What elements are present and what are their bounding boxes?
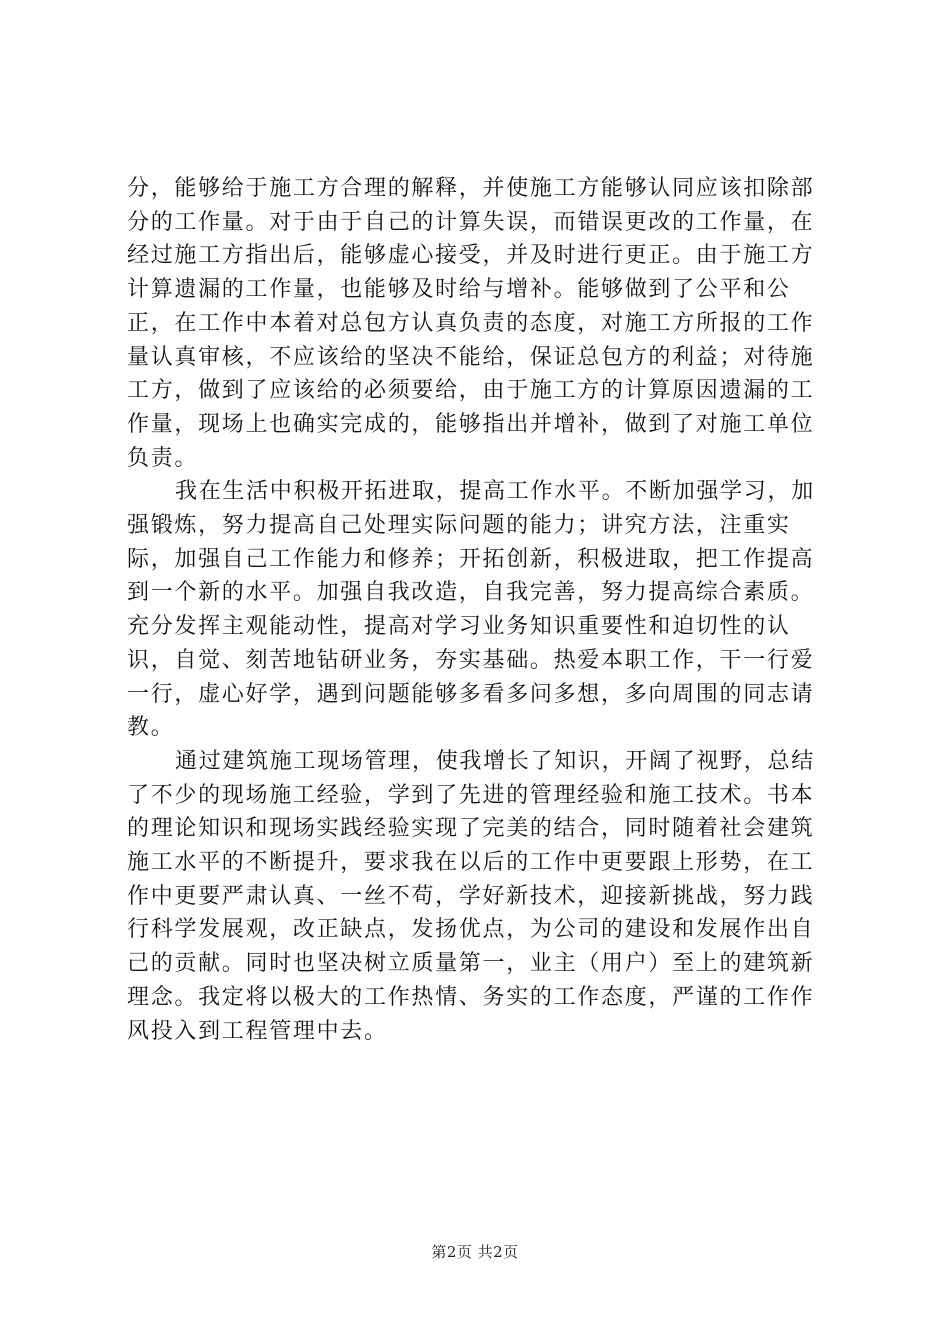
paragraph-continuation: 分，能够给于施工方合理的解释，并使施工方能够认同应该扣除部分的工作量。对于由于自己的计算失误，而错误更改的工作量，在经过施工方指出后，能够虚心接受，并及时进行更正。由于施工方计算遗漏的工作量，也能够及时给与增补。能够做到了公平和公正，在工作中本着对总包方认真负责的态度，对施工方所报的工作量认真审核，不应该给的坚决不能给，保证总包方的利益；对待施工方，做到了应该给的必须要给，由于施工方的计算原因遗漏的工作量，现场上也确实完成的，能够指出并增补，做到了对施工单位负责。 [127, 176, 815, 471]
paragraph-conclusion: 通过建筑施工现场管理，使我增长了知识，开阔了视野，总结了不少的现场施工经验，学到了先进的管理经验和施工技术。书本的理论知识和现场实践经验实现了完美的结合，同时随着社会建筑施工水平的不断提升，要求我在以后的工作中更要跟上形势，在工作中更要严肃认真、一丝不苟，学好新技术，迎接新挑战，努力践行科学发展观，改正缺点，发扬优点，为公司的建设和发展作出自己的贡献。同时也坚决树立质量第一，业主（用户）至上的建筑新理念。我定将以极大的工作热情、务实的工作态度，严谨的工作作风投入到工程管理中去。 [127, 748, 815, 1044]
document-body [127, 172, 827, 1048]
paragraph-self-improvement: 我在生活中积极开拓进取，提高工作水平。不断加强学习，加强锻炼，努力提高自己处理实际问题的能力；讲究方法，注重实际，加强自己工作能力和修养；开拓创新，积极进取，把工作提高到一个新的水平。加强自我改造，自我完善，努力提高综合素质。充分发挥主观能动性，提高对学习业务知识重要性和迫切性的认识，自觉、刻苦地钻研业务，夯实基础。热爱本职工作，干一行爱一行，虚心好学，遇到问题能够多看多问多想，多向周围的同志请教。 [127, 479, 815, 741]
page-footer: 第2页 共2页 [431, 1243, 519, 1261]
